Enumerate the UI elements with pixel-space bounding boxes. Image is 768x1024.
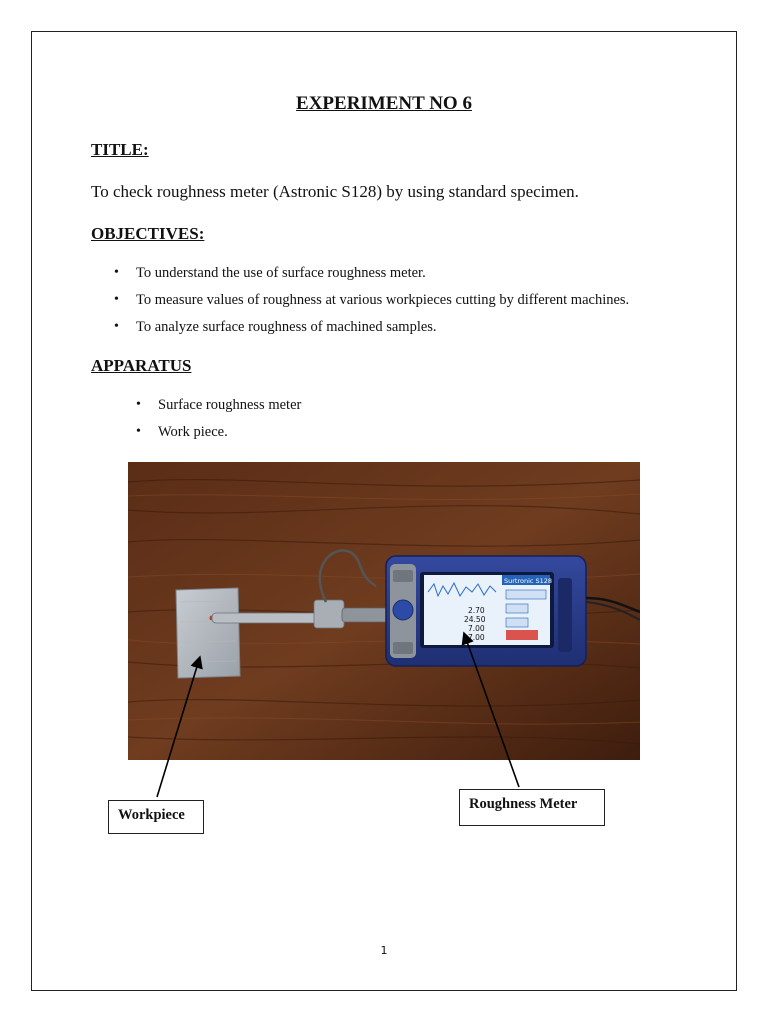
bullet-icon: • [114, 319, 119, 334]
device-reading: 2.70 [468, 606, 485, 615]
device-reading: 7.00 [468, 624, 485, 633]
bullet-icon: • [114, 265, 119, 280]
bullet-icon: • [136, 424, 141, 439]
bullet-icon: • [114, 292, 119, 307]
page-number: 1 [380, 944, 388, 957]
apparatus-text: Surface roughness meter [158, 397, 302, 413]
workpiece-arrow [157, 660, 199, 797]
title-heading: TITLE: [91, 140, 149, 159]
apparatus-text: Work piece. [158, 424, 228, 440]
experiment-heading: EXPERIMENT NO 6 [296, 93, 472, 114]
roughness-meter-label: Roughness Meter [459, 789, 605, 826]
device-reading: 24.50 [464, 615, 486, 624]
workpiece-label: Workpiece [108, 800, 204, 834]
objectives-heading: OBJECTIVES: [91, 224, 205, 243]
bullet-icon: • [136, 397, 141, 412]
device-brand-text: Surtronic S128 [504, 577, 553, 585]
roughness-meter-arrow [465, 636, 519, 787]
apparatus-heading: APPARATUS [91, 356, 192, 375]
device-reading: 7.00 [468, 633, 485, 642]
objective-text: To understand the use of surface roughness meter. [136, 265, 426, 281]
objective-text: To measure values of roughness at various workpieces cutting by different machines. [136, 292, 630, 308]
title-text: To check roughness meter (Astronic S128) by using standard specimen. [91, 182, 579, 201]
objective-text: To analyze surface roughness of machined samples. [136, 319, 437, 335]
